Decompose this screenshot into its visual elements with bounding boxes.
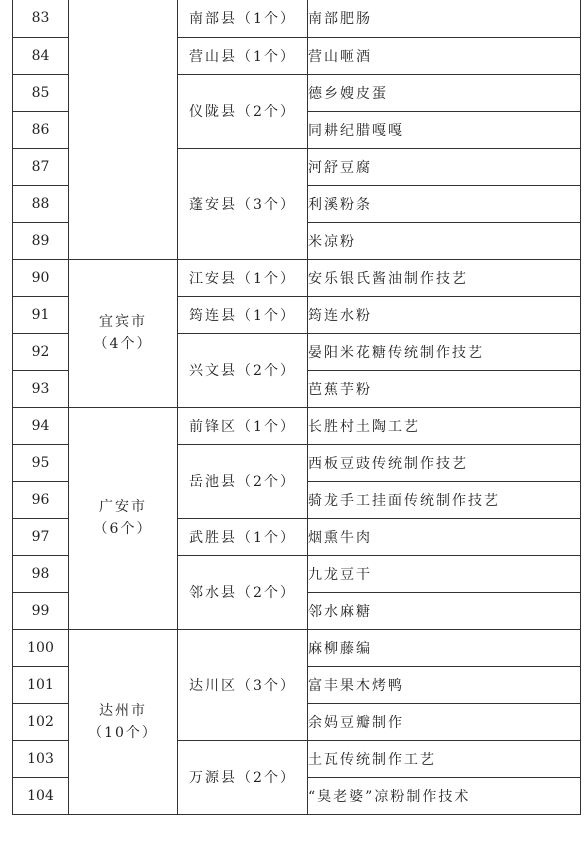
county-cell: 南部县（1个） <box>178 0 308 37</box>
item-name: 骑龙手工挂面传统制作技艺 <box>308 481 581 518</box>
row-number: 87 <box>13 148 69 185</box>
city-cell <box>69 629 178 814</box>
item-name: 长胜村土陶工艺 <box>308 407 581 444</box>
item-name: 米凉粉 <box>308 222 581 259</box>
item-name: 九龙豆干 <box>308 555 581 592</box>
row-number: 88 <box>13 185 69 222</box>
item-name: 西板豆豉传统制作技艺 <box>308 444 581 481</box>
county-cell: 营山县（1个） <box>178 37 308 74</box>
city-name: 宜宾市 <box>99 314 147 330</box>
item-name: 筠连水粉 <box>308 296 581 333</box>
table-row <box>13 629 581 666</box>
row-number: 98 <box>13 555 69 592</box>
row-number: 94 <box>13 407 69 444</box>
table-row <box>13 407 581 444</box>
row-number: 99 <box>13 592 69 629</box>
document-page <box>12 0 580 815</box>
county-cell: 万源县（2个） <box>178 740 308 814</box>
item-name: 晏阳米花糖传统制作技艺 <box>308 333 581 370</box>
row-number: 92 <box>13 333 69 370</box>
county-cell: 仪陇县（2个） <box>178 74 308 148</box>
item-name: 同耕纪腊嘎嘎 <box>308 111 581 148</box>
row-number: 95 <box>13 444 69 481</box>
row-number: 102 <box>13 703 69 740</box>
city-name: 广安市 <box>99 499 147 515</box>
row-number: 89 <box>13 222 69 259</box>
county-cell: 邻水县（2个） <box>178 555 308 629</box>
county-cell: 筠连县（1个） <box>178 296 308 333</box>
city-cell <box>69 259 178 407</box>
item-name: 余妈豆瓣制作 <box>308 703 581 740</box>
city-cell-continued <box>69 0 178 259</box>
row-number: 85 <box>13 74 69 111</box>
row-number: 104 <box>13 777 69 814</box>
item-name: 富丰果木烤鸭 <box>308 666 581 703</box>
item-name: 德乡嫂皮蛋 <box>308 74 581 111</box>
city-count: （4个） <box>93 336 153 352</box>
county-cell: 前锋区（1个） <box>178 407 308 444</box>
item-name: 安乐银氏酱油制作技艺 <box>308 259 581 296</box>
row-number: 83 <box>13 0 69 37</box>
item-name: 南部肥肠 <box>308 0 581 37</box>
item-name: “臭老婆”凉粉制作技术 <box>308 777 581 814</box>
item-name: 麻柳藤编 <box>308 629 581 666</box>
row-number: 97 <box>13 518 69 555</box>
item-name: 河舒豆腐 <box>308 148 581 185</box>
city-count: （6个） <box>93 521 153 537</box>
row-number: 103 <box>13 740 69 777</box>
county-cell: 兴文县（2个） <box>178 333 308 407</box>
heritage-items-table <box>12 0 581 815</box>
city-name: 达州市 <box>99 702 147 719</box>
row-number: 100 <box>13 629 69 666</box>
row-number: 91 <box>13 296 69 333</box>
item-name: 邻水麻糖 <box>308 592 581 629</box>
row-number: 86 <box>13 111 69 148</box>
row-number: 96 <box>13 481 69 518</box>
item-name: 芭蕉芋粉 <box>308 370 581 407</box>
row-number: 84 <box>13 37 69 74</box>
row-number: 90 <box>13 259 69 296</box>
county-cell: 达川区（3个） <box>178 629 308 740</box>
item-name: 土瓦传统制作工艺 <box>308 740 581 777</box>
item-name: 利溪粉条 <box>308 185 581 222</box>
county-cell: 江安县（1个） <box>178 259 308 296</box>
county-cell: 蓬安县（3个） <box>178 148 308 259</box>
city-cell <box>69 407 178 629</box>
table-row <box>13 259 581 296</box>
item-name: 烟熏牛肉 <box>308 518 581 555</box>
table-row <box>13 0 581 37</box>
county-cell: 武胜县（1个） <box>178 518 308 555</box>
row-number: 93 <box>13 370 69 407</box>
item-name: 营山咂酒 <box>308 37 581 74</box>
county-cell: 岳池县（2个） <box>178 444 308 518</box>
city-count: （10个） <box>88 724 158 741</box>
row-number: 101 <box>13 666 69 703</box>
